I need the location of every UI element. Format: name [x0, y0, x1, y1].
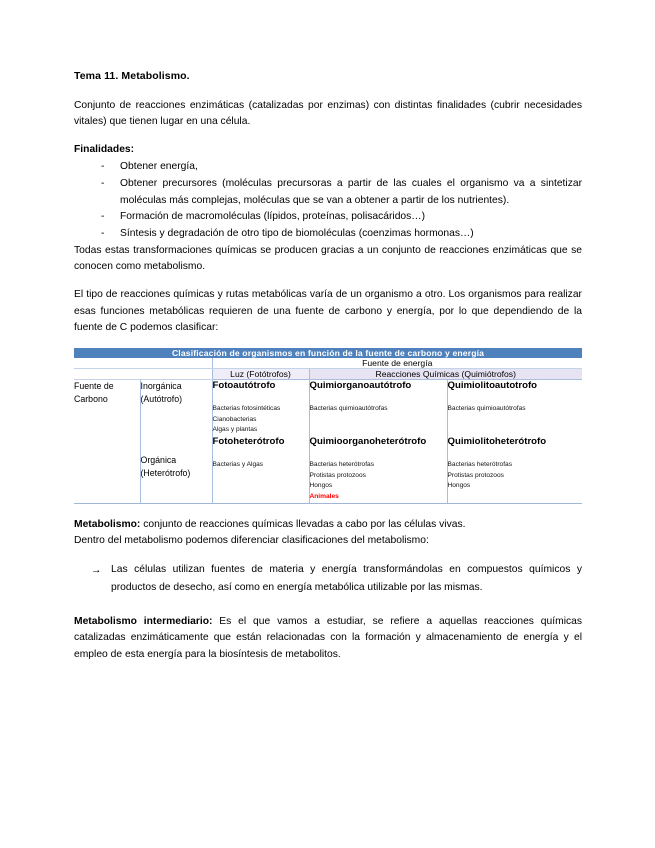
carbon-source-header [74, 380, 140, 503]
list-item-label: Formación de macromoléculas (lípidos, proteínas, polisacáridos…) [120, 211, 426, 223]
list-item-label: Síntesis y degradación de otro tipo de biomoléculas (coenzimas hormonas…) [120, 228, 474, 240]
cell-items [310, 404, 447, 415]
metabolismo-text: conjunto de reacciones químicas llevadas a cabo por las células vivas. [140, 518, 466, 530]
list-item [74, 159, 582, 176]
cell-items [213, 460, 309, 471]
cell-title: Quimiolitoheterótrofo [447, 436, 547, 448]
cell-title: Quimioorganoheterótrofo [309, 436, 427, 448]
metabolismo-definition [74, 517, 582, 534]
energy-source-header: Fuente de energía [212, 358, 582, 369]
cell-item: Algas y plantas [212, 426, 258, 434]
category-line2: (Autótrofo) [140, 393, 183, 404]
table-bottom-border [74, 503, 582, 504]
cell-title: Fotoheterótrofo [212, 436, 285, 448]
dash-bullet-icon: - [101, 178, 105, 190]
metabolismo-intermediario-paragraph [74, 614, 582, 664]
carbon-source-line1: Fuente de [74, 381, 114, 392]
classification-table [74, 348, 582, 503]
classification-intro-paragraph: El tipo de reacciones químicas y rutas metabólicas varía de un organismo a otro. Los organismos para realizar esas funciones metabólicas requieren de una fuente de carbono y energía, por lo que dependiendo de la fuente de C podemos clasificar: [74, 289, 582, 334]
cell-title: Quimiolitoautotrofo [447, 380, 538, 392]
list-item [74, 561, 582, 596]
energy-subheader-row [74, 369, 582, 380]
cell-title: Quimiorganoautótrofo [309, 380, 412, 392]
cell-item: Protistas protozoos [309, 471, 366, 479]
cell-item: Protistas protozoos [447, 471, 504, 479]
cell-items [448, 460, 583, 492]
category-inorganica [140, 380, 212, 437]
energy-subheader-quimicas: Reacciones Químicas (Quimiótrofos) [309, 369, 582, 380]
metabolismo-arrow-list [74, 561, 582, 596]
cell-items [213, 404, 309, 436]
list-item-label: Obtener energía, [120, 161, 198, 173]
cell-items [448, 404, 583, 415]
cell-items [310, 460, 447, 503]
finalidades-label: Finalidades: [74, 143, 135, 155]
category-line1: Inorgánica [140, 381, 182, 392]
page-title: Tema 11. Metabolismo. [74, 70, 190, 82]
cell-item: Bacterias heterótrofas [309, 461, 375, 469]
cell-item: Bacterias y Algas [212, 461, 264, 469]
energy-subheader-luz: Luz (Fotótrofos) [212, 369, 309, 380]
cell-item: Cianobacterias [212, 415, 257, 423]
cell-quimiorganoautotrofo [309, 380, 447, 437]
cell-fotoheterotrofo [212, 436, 309, 503]
classification-table-wrapper [74, 348, 582, 504]
list-item [74, 176, 582, 209]
dash-bullet-icon: - [101, 211, 105, 223]
cell-item: Bacterias fotosintéticas [212, 405, 281, 413]
empty-corner-cell-3 [74, 369, 140, 380]
cell-fotoautotrofo [212, 380, 309, 437]
cell-item: Bacterias quimioautótrofas [447, 405, 526, 413]
table-caption: Clasificación de organismos en función de la fuente de carbono y energía [74, 348, 582, 358]
empty-corner-cell [74, 358, 140, 369]
table-caption-row [74, 348, 582, 358]
intro-paragraph: Conjunto de reacciones enzimáticas (catalizadas por enzimas) con distintas finalidades (cubrir necesidades vitales) que tienen lugar en una célula. [74, 99, 582, 128]
category-line2: (Heterótrofo) [140, 467, 191, 478]
arrow-right-icon: → [91, 564, 102, 577]
table-row [74, 436, 582, 503]
finalidades-list [74, 159, 582, 242]
cell-quimiolitoautotrofo [447, 380, 582, 437]
category-line1: Orgánica [140, 455, 177, 466]
cell-item: Bacterias quimioautótrofas [309, 405, 388, 413]
dash-bullet-icon: - [101, 228, 105, 240]
table-row [74, 380, 582, 437]
metabolismo-label: Metabolismo: [74, 518, 141, 530]
energy-header-row [74, 358, 582, 369]
list-item-label: Las células utilizan fuentes de materia y energía transformándolas en compuestos químicos y productos de desecho, así como en energía metabólica utilizable por las mismas. [111, 564, 582, 593]
empty-corner-cell-2 [140, 358, 212, 369]
cell-quimioorganoheterotrofo [309, 436, 447, 503]
metabolismo-classification-line: Dentro del metabolismo podemos diferenciar clasificaciones del metabolismo: [74, 535, 429, 547]
carbon-source-line2: Carbono [74, 393, 108, 404]
empty-corner-cell-4 [140, 369, 212, 380]
dash-bullet-icon: - [101, 161, 105, 173]
list-item [74, 226, 582, 243]
cell-quimiolitoheterotrofo [447, 436, 582, 503]
cell-item: Bacterias heterótrofas [447, 461, 513, 469]
cell-item-highlight: Animales [309, 493, 339, 501]
document-content [74, 70, 582, 675]
list-item [74, 209, 582, 226]
metabolismo-intermediario-text: Es el que vamos a estudiar, se refiere a aquellas reacciones químicas catalizadas enzimáticamente que están relacionadas con la formación y almacenamiento de energía y el empleo de esta energía para la biosíntesis de metabolitos. [74, 615, 582, 660]
cell-item: Hongos [309, 482, 333, 490]
finalidades-closing-paragraph: Todas estas transformaciones químicas se producen gracias a un conjunto de reacciones enzimáticas que se conocen como metabolismo. [74, 244, 582, 273]
list-item-label: Obtener precursores (moléculas precursoras a partir de las cuales el organismo va a sintetizar moléculas más complejas, moléculas que se van a obtener a partir de los nutrientes). [120, 178, 582, 206]
cell-item: Hongos [447, 482, 471, 490]
category-organica [140, 436, 212, 503]
cell-title: Fotoautótrofo [212, 380, 276, 392]
metabolismo-intermediario-label: Metabolismo intermediario: [74, 615, 213, 627]
